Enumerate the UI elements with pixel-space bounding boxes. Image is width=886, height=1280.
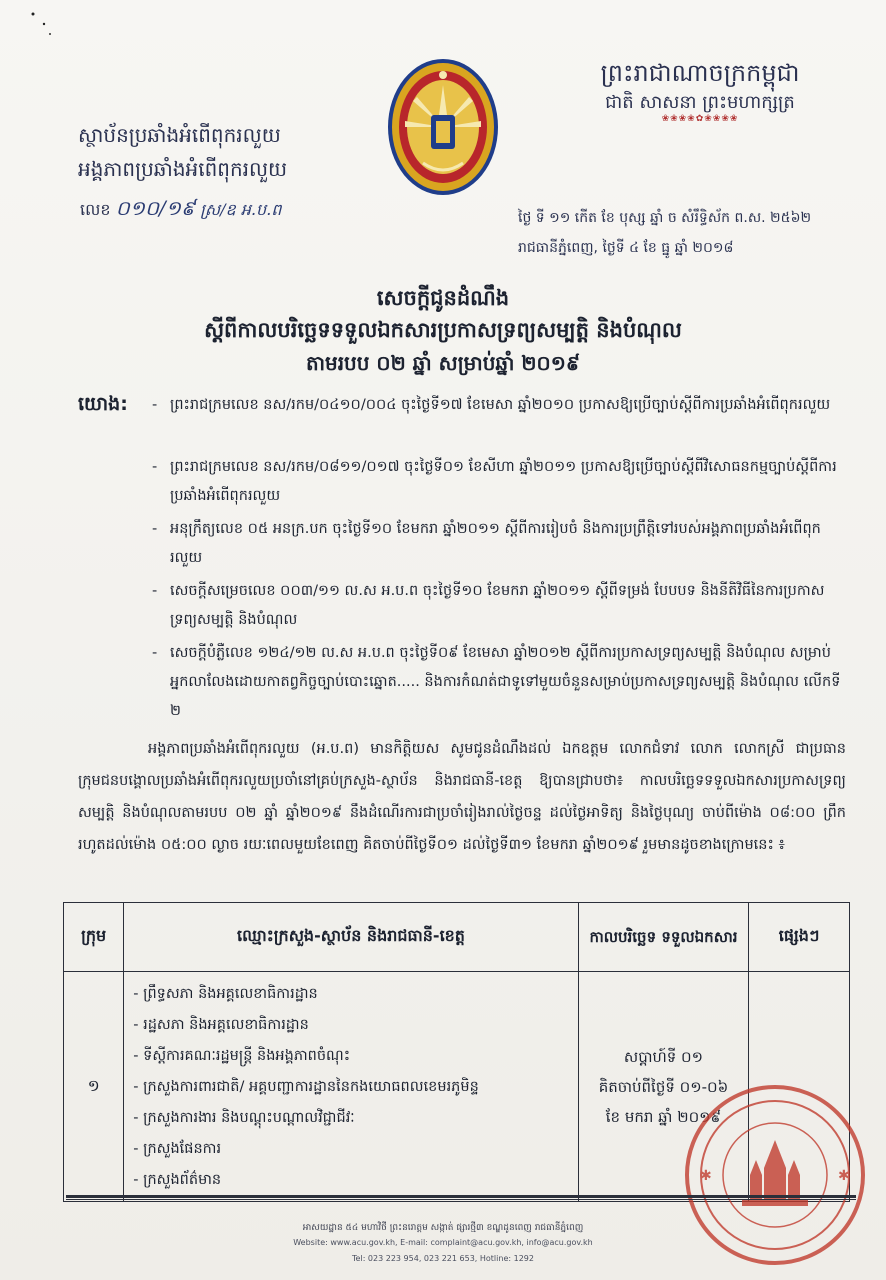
- reference-item: [152, 391, 842, 420]
- header-group: ក្រុម: [64, 903, 124, 972]
- cell-names: [124, 972, 578, 1202]
- reference-suffix: ស្រ/ឧ អ.ប.ព: [200, 200, 282, 219]
- document-subtitle: ស្តីពីកាលបរិច្ឆេទទទួលឯកសារប្រកាសទ្រព្យសម្បត្តិ និងបំណុល: [204, 318, 682, 342]
- footer-phone: Tel: 023 223 954, 023 221 653, Hotline: 1292: [352, 1254, 534, 1263]
- list-item: - ក្រសួងការពារជាតិ/ អគ្គបញ្ជាការដ្ឋាននៃកងយោធពលខេមរភូមិន្ទ: [133, 1079, 479, 1095]
- kingdom-heading: ព្រះរាជាណាចក្រកម្ពុជា: [600, 59, 800, 87]
- list-item: - ទីស្តីការគណៈរដ្ឋមន្ត្រី និងអង្គភាពចំណុះ: [133, 1048, 351, 1064]
- footer-divider-thin: [66, 1199, 856, 1200]
- body-paragraph: អង្គភាពប្រឆាំងអំពើពុករលួយ (អ.ប.ព) មានកិត្តិយស សូមជូនដំណឹងដល់ ឯកឧត្តម លោកជំទាវ លោក លោកស្រី ជាប្រធានក្រុមជនបង្គោលប្រឆាំងអំពើពុករលួយប្រចាំនៅគ្រប់ក្រសួង-ស្ថាប័ន និងរាជធានី-ខេត្ត ឱ្យបានជ្រាបថា៖ កាលបរិច្ឆេទទទួលឯកសារប្រកាសទ្រព្យសម្បត្តិ និងបំណុលតាមរបប ០២ ឆ្នាំ ឆ្នាំ២០១៩ នឹងដំណើរការជាប្រចាំរៀងរាល់ថ្ងៃចន្ទ ដល់ថ្ងៃអាទិត្យ និងថ្ងៃបុណ្យ ចាប់ពីម៉ោង ០៨:០០ ព្រឹក រហូតដល់ម៉ោង ០៥:០០ ល្ងាច រយៈពេលមួយខែពេញ គិតចាប់ពីថ្ងៃទី០១ ដល់ថ្ងៃទី៣១ ខែមករា ឆ្នាំ២០១៩ រួមមានដូចខាងក្រោមនេះ ៖: [78, 741, 846, 853]
- bullet-dash: -: [152, 645, 158, 661]
- institution-name: ស្ថាប័នប្រឆាំងអំពើពុករលួយ: [78, 123, 281, 147]
- reference-item: [152, 639, 842, 726]
- date-month-year: ខែ មករា ឆ្នាំ ២០១៩: [605, 1107, 722, 1126]
- ornament-divider: ❀❀❀❀✿❀❀❀❀: [661, 114, 739, 124]
- list-item: - ក្រសួងការងារ និងបណ្តុះបណ្តាលវិជ្ជាជីវៈ: [133, 1110, 355, 1126]
- footer-web: Website: www.acu.gov.kh, E-mail: complaint@acu.gov.kh, info@acu.gov.kh: [293, 1238, 593, 1247]
- bullet-dash: -: [152, 521, 158, 537]
- document-subtitle-2: តាមរបប ០២ ឆ្នាំ សម្រាប់ឆ្នាំ ២០១៩: [305, 351, 581, 375]
- reference-item: [152, 453, 842, 511]
- reference-item: [152, 515, 842, 573]
- cell-group: ១: [64, 972, 124, 1202]
- table-header-row: [64, 903, 850, 972]
- reference-prefix: លេខ: [80, 200, 111, 219]
- document-title: សេចក្តីជូនដំណឹង: [376, 286, 510, 310]
- header-other: ផ្សេងៗ: [749, 903, 850, 972]
- references-label: យោង:: [78, 393, 128, 415]
- reference-text: ព្រះរាជក្រមលេខ នស/រកម/០៨១១/០១៧ ចុះថ្ងៃទី០១ ខែសីហា ឆ្នាំ២០១១ ប្រកាសឱ្យប្រើច្បាប់ស្តីពីវិសោធនកម្មច្បាប់ស្តីពីការប្រឆាំងអំពើពុករលួយ: [170, 459, 837, 504]
- reference-text: អនុក្រឹត្យលេខ ០៥ អនក្រ.បក ចុះថ្ងៃទី១០ ខែមករា ឆ្នាំ២០១១ ស្តីពីការរៀបចំ និងការប្រព្រឹត្តិទៅរបស់អង្គភាពប្រឆាំងអំពើពុករលួយ: [170, 521, 821, 566]
- date-range: គិតចាប់ពីថ្ងៃទី ០១-០៦: [598, 1077, 729, 1096]
- header-date: កាលបរិច្ឆេទ ទទួលឯកសារ: [578, 903, 748, 972]
- list-item: - ព្រឹទ្ធសភា និងអគ្គលេខាធិការដ្ឋាន: [133, 986, 318, 1002]
- footer-divider: [66, 1195, 856, 1198]
- reference-number: [80, 195, 380, 225]
- bullet-dash: -: [152, 583, 158, 599]
- national-motto: ជាតិ សាសនា ព្រះមហាក្សត្រ: [605, 92, 795, 113]
- list-item: - ក្រសួងព័ត៌មាន: [133, 1172, 222, 1188]
- header-name: ឈ្មោះក្រសួង-ស្ថាប័ន និងរាជធានី-ខេត្ត: [124, 903, 578, 972]
- scan-specks: [0, 0, 886, 60]
- date-week: សប្តាហ៍ទី ០១: [623, 1047, 704, 1066]
- unit-name: អង្គភាពប្រឆាំងអំពើពុករលួយ: [78, 157, 288, 181]
- list-item: - រដ្ឋសភា និងអគ្គលេខាធិការដ្ឋាន: [133, 1017, 309, 1033]
- lunar-date: ថ្ងៃ ទី ១១ កើត ខែ បុស្ស ឆ្នាំ ច សំរឹទ្ធិស័ក ព.ស. ២៥៦២: [518, 210, 812, 226]
- reference-text: សេចក្តីបំភ្លឺលេខ ១២៤/១២ ល.ស អ.ប.ព ចុះថ្ងៃទី០៩ ខែមេសា ឆ្នាំ២០១២ ស្តីពីការប្រកាសទ្រព្យសម្បត្តិ និងបំណុល សម្រាប់អ្នកលាលែងដោយកាតព្វកិច្ចច្បាប់បោះឆ្នោត..... និងការកំណត់ជាទូទៅមួយចំនួនសម្រាប់ប្រកាសទ្រព្យសម្បត្តិ និងបំណុល លើកទី ២: [170, 645, 841, 719]
- list-item: - ក្រសួងផែនការ: [133, 1141, 222, 1157]
- reference-text: សេចក្តីសម្រេចលេខ ០០៣/១១ ល.ស អ.ប.ព ចុះថ្ងៃទី១០ ខែមករា ឆ្នាំ២០១១ ស្តីពីទម្រង់ បែបបទ និងនីតិវិធីនៃការប្រកាសទ្រព្យសម្បត្តិ និងបំណុល: [170, 583, 825, 628]
- bullet-dash: -: [152, 459, 158, 475]
- bullet-dash: -: [152, 397, 158, 413]
- reference-text: ព្រះរាជក្រមលេខ នស/រកម/០៤១០/០០៤ ចុះថ្ងៃទី១៧ ខែមេសា ឆ្នាំ២០១០ ប្រកាសឱ្យប្រើច្បាប់ស្តីពីការប្រឆាំងអំពើពុករលួយ: [170, 397, 831, 413]
- place-and-date: រាជធានីភ្នំពេញ, ថ្ងៃទី ៤ ខែ ធ្នូ ឆ្នាំ ២០១៨: [518, 240, 734, 256]
- svg-text:✱: ✱: [838, 1168, 850, 1184]
- acu-emblem-icon: [383, 55, 503, 205]
- reference-item: [152, 577, 842, 635]
- footer-address: អាសយដ្ឋាន ៥៤ មហាវិថី ព្រះនរោត្តម សង្កាត់ ផ្សារថ្មី៣ ខណ្ឌដូនពេញ រាជធានីភ្នំពេញ: [302, 1223, 584, 1233]
- reference-value: ០១០/១៩: [115, 196, 196, 220]
- svg-text:✱: ✱: [700, 1168, 712, 1184]
